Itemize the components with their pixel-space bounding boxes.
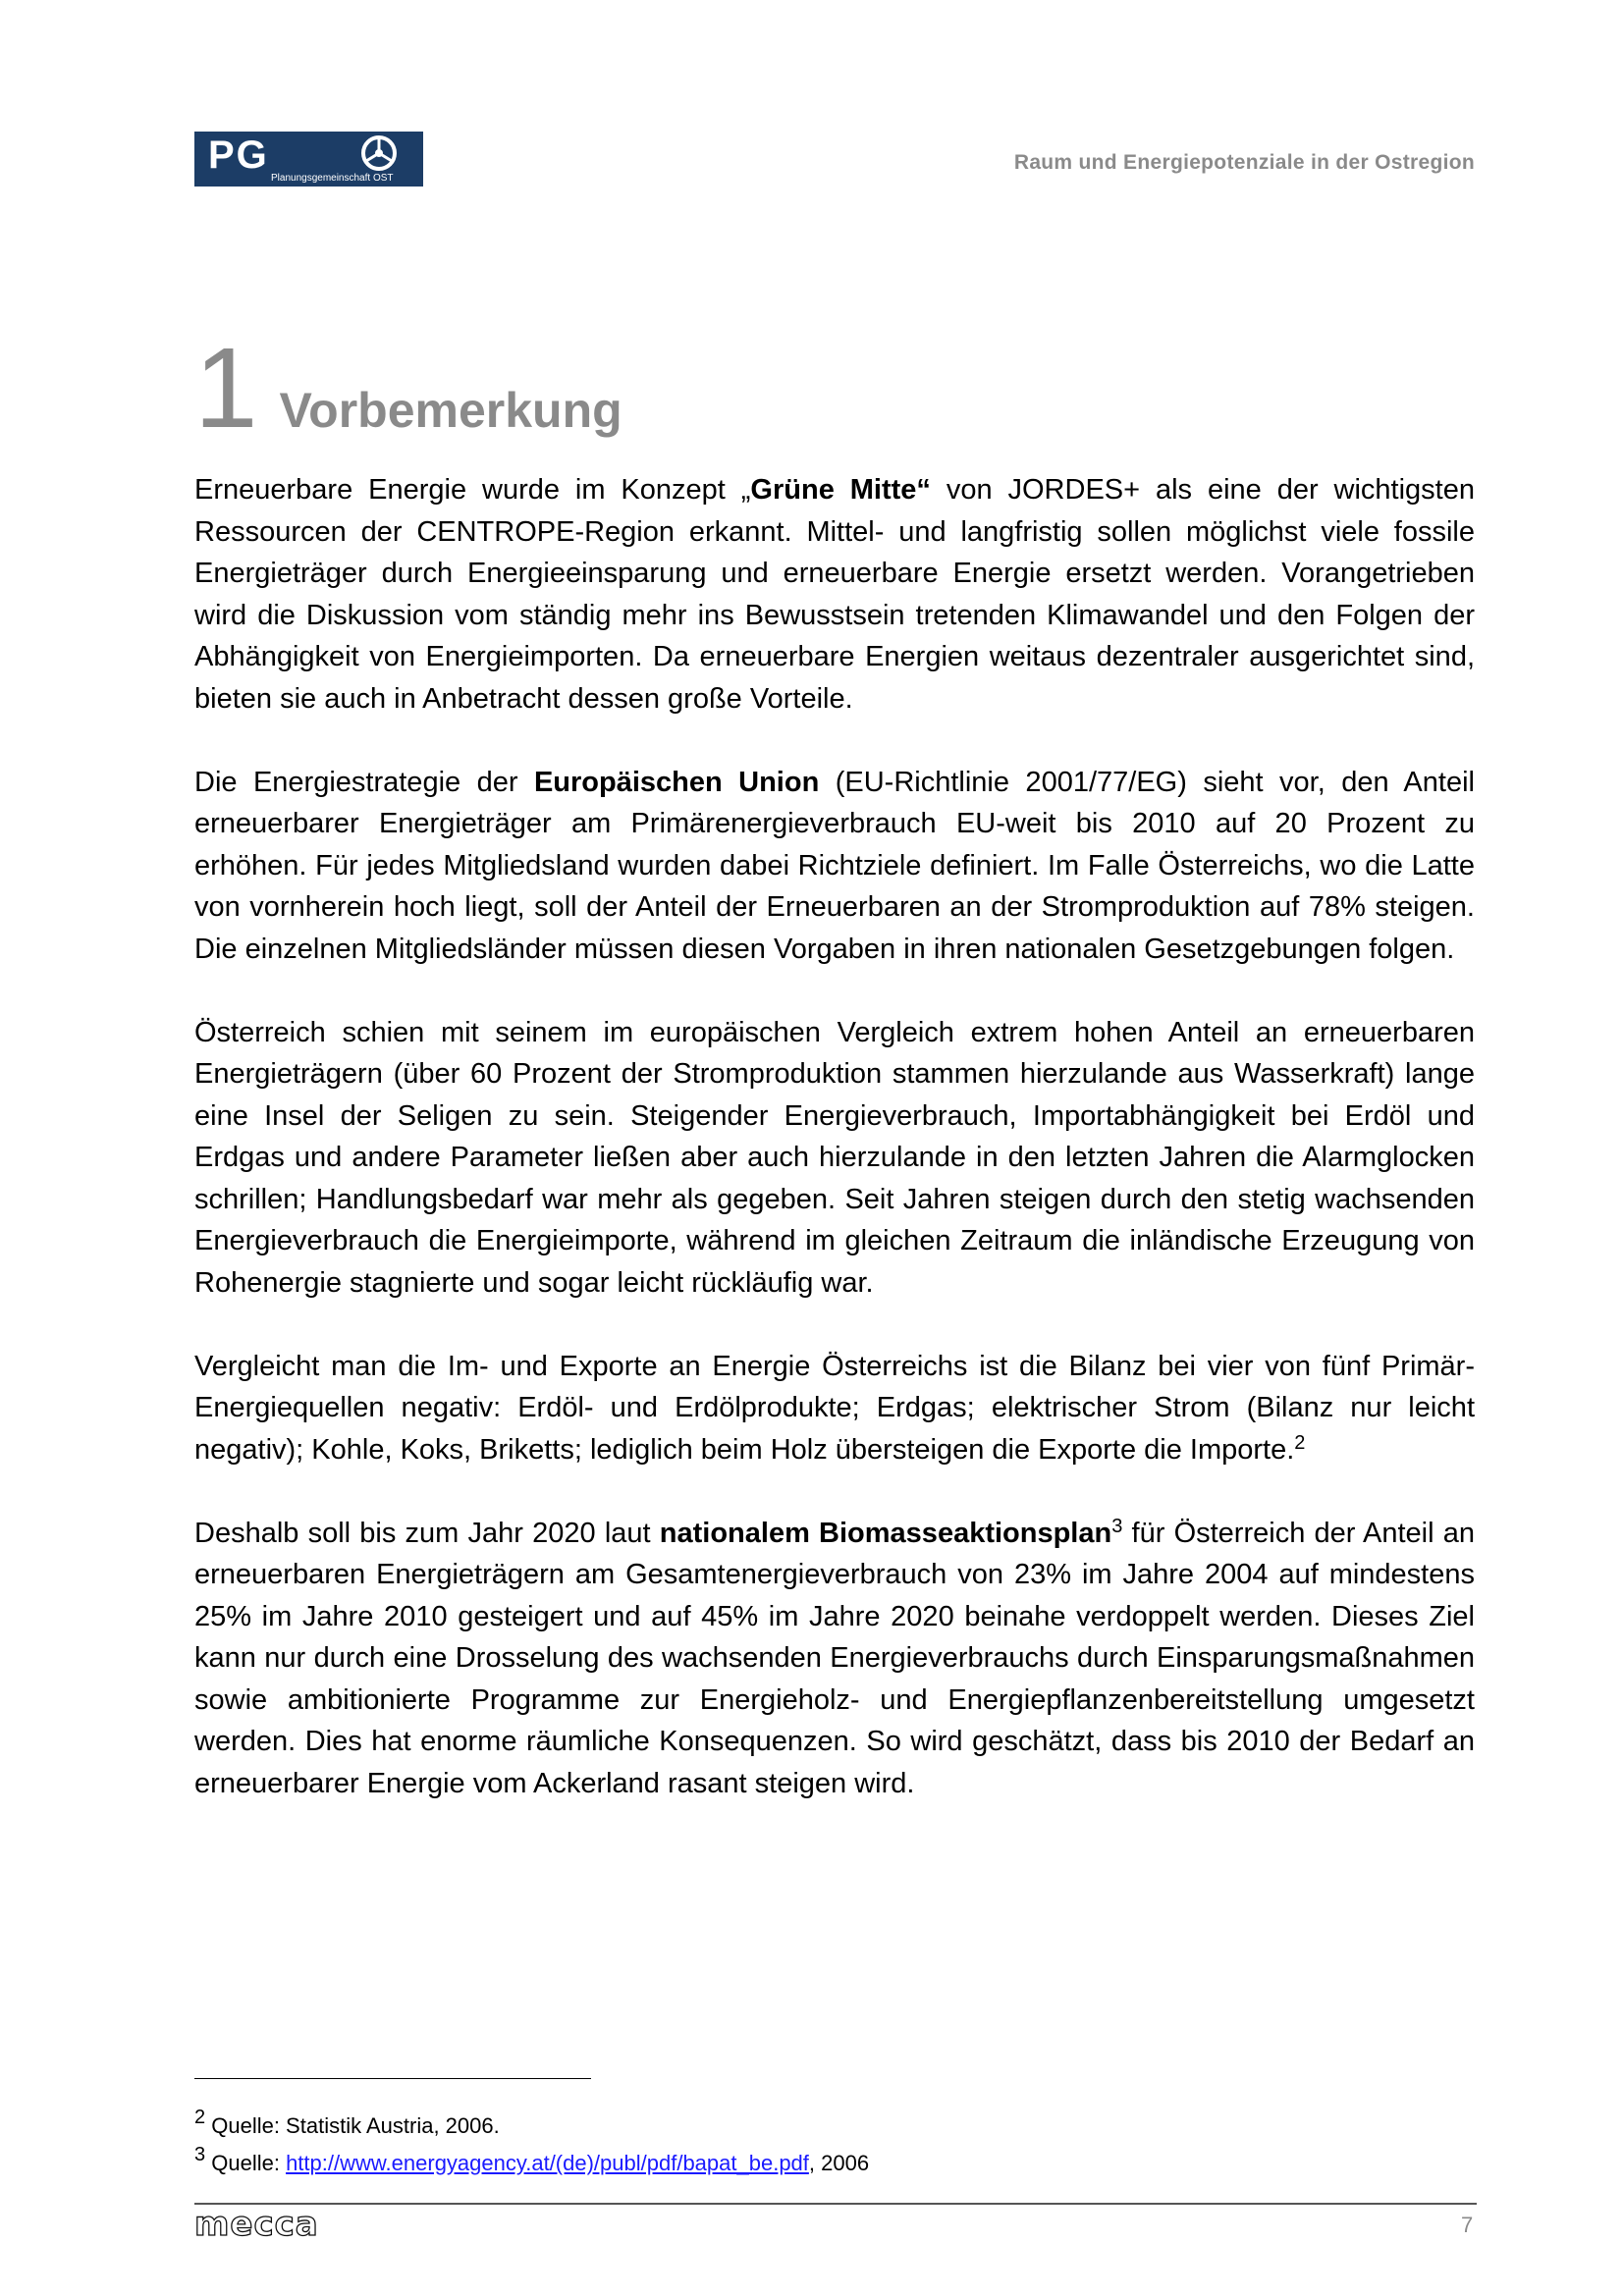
footnote-link[interactable]: http://www.energyagency.at/(de)/publ/pdf/bapat_be.pdf xyxy=(286,2151,809,2175)
paragraph-1: Erneuerbare Energie wurde im Konzept „Grüne Mitte“ von JORDES+ als eine der wichtigsten Ressourcen der CENTROPE-Region erkannt. Mittel- und langfristig sollen möglichst viele fossile Energieträger durch Energieeinsparung und erneuerbare Energie ersetzt werden. Vorangetrieben wird die Diskussion vom ständig mehr ins Bewusstsein tretenden Klimawandel und den Folgen der Abhängigkeit von Energieimporten. Da erneuerbare Energien weitaus dezentraler ausgerichtet sind, bieten sie auch in Anbetracht dessen große Vorteile. xyxy=(194,474,1475,715)
chapter-title: Vorbemerkung xyxy=(279,383,622,438)
body-text xyxy=(194,469,1475,1846)
logo-text: PG xyxy=(208,133,269,177)
bold-term: Europäischen Union xyxy=(533,766,820,798)
footnote-ref-2[interactable]: 2 xyxy=(1294,1431,1306,1454)
chapter-number: 1 xyxy=(194,324,258,452)
page-number: 7 xyxy=(1461,2213,1474,2237)
logo-emblem-icon xyxy=(361,135,397,171)
paragraph-2: Die Energiestrategie der Europäischen Union (EU-Richtlinie 2001/77/EG) sieht vor, den Anteil erneuerbarer Energieträger am Primärenergieverbrauch EU-weit bis 2010 auf 20 Prozent zu erhöhen. Für jedes Mitgliedsland wurden dabei Richtziele definiert. Im Falle Österreichs, wo die Latte von vornherein hoch liegt, soll der Anteil der Erneuerbaren an der Stromproduktion auf 78% steigen. Die einzelnen Mitgliedsländer müssen diesen Vorgaben in ihren nationalen Gesetzgebungen folgen. xyxy=(194,766,1475,965)
chapter-heading xyxy=(194,322,622,454)
footer-separator xyxy=(194,2203,1477,2205)
bold-term: Grüne Mitte“ xyxy=(750,474,931,506)
header-title: Raum und Energiepotenziale in der Ostregion xyxy=(1013,151,1475,174)
paragraph-4: Vergleicht man die Im- und Exporte an Energie Österreichs ist die Bilanz bei vier von fünf Primär-Energiequellen negativ: Erdöl- und Erdölprodukte; Erdgas; elektrischer Strom (Bilanz nur leicht negativ); Kohle, Koks, Briketts; lediglich beim Holz übersteigen die Exporte die Importe.$^2$ xyxy=(194,1350,1475,1466)
paragraph-3: Österreich schien mit seinem im europäischen Vergleich extrem hohen Anteil an erneuerbaren Energieträgern (über 60 Prozent der Stromproduktion stammen hierzulande aus Wasserkraft) lange eine Insel der Seligen zu sein. Steigender Energieverbrauch, Importabhängigkeit bei Erdöl und Erdgas und andere Parameter ließen aber auch hierzulande in den letzten Jahren die Alarmglocken schrillen; Handlungsbedarf war mehr als gegeben. Seit Jahren steigen durch den stetig wachsenden Energieverbrauch die Energieimporte, während im gleichen Zeitraum die inländische Erzeugung von Rohenergie stagnierte und sogar leicht rückläufig war. xyxy=(194,1016,1475,1299)
footnote-2: $^2$ Quelle: Statistik Austria, 2006. xyxy=(194,2107,500,2138)
footnotes xyxy=(194,2108,869,2182)
footnote-separator xyxy=(194,2078,591,2079)
bold-term: nationalem Biomasseaktionsplan xyxy=(659,1517,1112,1549)
mecca-logo: mecca xyxy=(194,2205,319,2244)
footnote-3: $^3$ Quelle: http://www.energyagency.at/(de)/publ/pdf/bapat_be.pdf, 2006 xyxy=(194,2144,870,2175)
footnote-ref-3[interactable]: 3 xyxy=(1111,1515,1123,1537)
paragraph-5: Deshalb soll bis zum Jahr 2020 laut nationalem Biomasseaktionsplan$^3$ für Österreich der Anteil an erneuerbaren Energieträgern am Gesamtenergieverbrauch von 23% im Jahre 2004 auf mindestens 25% im Jahre 2010 gesteigert und auf 45% im Jahre 2020 beinahe verdoppelt werden. Dieses Ziel kann nur durch eine Drosselung des wachsenden Energieverbrauchs durch Einsparungsmaßnahmen sowie ambitionierte Programme zur Energieholz- und Energiepflanzenbereitstellung umgesetzt werden. Dies hat enorme räumliche Konsequenzen. So wird geschätzt, dass bis 2010 der Bedarf an erneuerbarer Energie vom Ackerland rasant steigen wird. xyxy=(194,1515,1475,1799)
logo-subtitle: Planungsgemeinschaft OST xyxy=(271,173,394,184)
pgo-logo xyxy=(194,132,423,187)
